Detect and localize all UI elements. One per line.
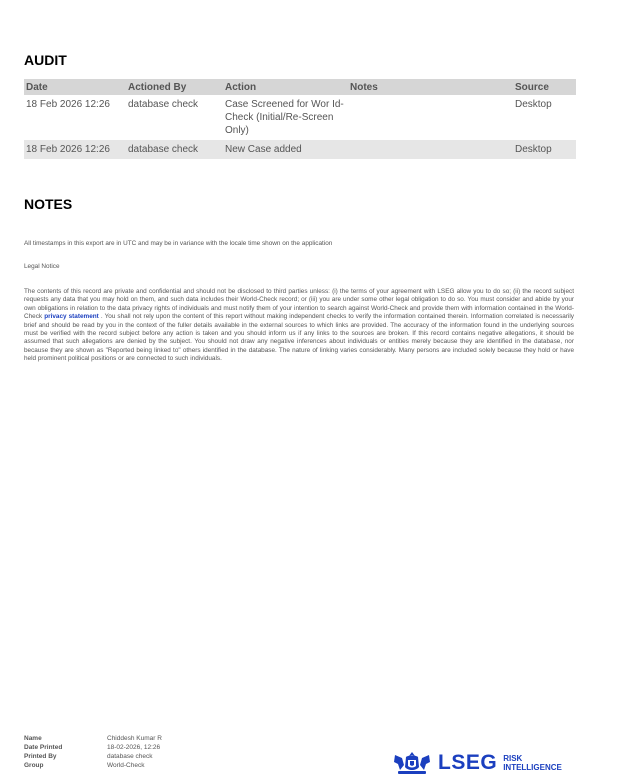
row-actioned-by: database check xyxy=(126,140,223,159)
column-notes: Notes xyxy=(348,79,513,95)
row-action: New Case added xyxy=(223,140,348,159)
legal-notice-heading: Legal Notice xyxy=(24,263,60,270)
column-source: Source xyxy=(513,79,576,95)
risk-intelligence-tagline xyxy=(503,754,562,772)
legal-notice-text xyxy=(24,288,574,364)
notes-title: NOTES xyxy=(24,196,73,212)
print-metadata xyxy=(24,734,162,770)
group-value: World-Check xyxy=(107,762,145,769)
row-source: Desktop xyxy=(515,99,552,110)
row-source: Desktop xyxy=(513,140,576,159)
row-date: 18 Feb 2026 12:26 xyxy=(26,99,110,110)
column-actioned-by: Actioned By xyxy=(126,79,223,95)
audit-title: AUDIT xyxy=(24,52,67,68)
printed-by-label: Printed By xyxy=(24,753,57,760)
legal-text-part-1: The contents of this record are private and confidential and should not be disclosed to third parties unless: (i) the terms of your agreement with LSEG allow you to do so; (ii) the record subject requests any data that you may hold on them, and such data includes their World-Check record; or (iii) you are under some other legal obligation to do so. You must consider and abide by your own obligations in relation to the data privacy rights of individuals and must notify them of your intention to search against World-Check and provide them with information contained in the World-Check xyxy=(24,288,574,321)
date-printed-label: Date Printed xyxy=(24,744,63,751)
row-notes xyxy=(348,95,513,140)
row-action: Case Screened for Wor Id-Check (Initial/Re-Screen Only) xyxy=(225,99,344,136)
name-value: Chiddesh Kumar R xyxy=(107,735,162,742)
privacy-statement-link[interactable]: privacy statement xyxy=(44,313,99,321)
lseg-wordmark: LSEG xyxy=(438,751,498,774)
row-notes xyxy=(348,140,513,159)
timestamp-note: All timestamps in this export are in UTC and may be in variance with the locale time shown on the application xyxy=(24,240,333,247)
lseg-logo xyxy=(392,750,562,776)
column-action: Action xyxy=(223,79,348,95)
table-row xyxy=(24,140,576,159)
tagline-line-1: RISK xyxy=(503,754,523,763)
legal-text-part-2: . You shall not rely upon the content of this report without making independent checks to verify the information contained therein. Information correlated is necessarily brief and should be read by you in the context of the fuller details available in the external sources to which links are provided. The accuracy of the information found in the underlying sources must be verified with the record subject before any action is taken and you should inform us if any links to the sources are broken. If this record contains negative allegations, it should be assumed that such allegations are denied by the subject. You should not draw any negative inferences about individuals or entities merely because they are identified in the database, nor because they are shown as "Reported being linked to" others identified in the database. The nature of linking varies considerably. Many persons are included solely because they hold or have held prominent political positions or are connected to such individuals. xyxy=(24,313,574,363)
audit-table-header xyxy=(24,79,576,95)
date-printed-value: 18-02-2026, 12:26 xyxy=(107,744,161,751)
lseg-crest-icon xyxy=(392,750,432,776)
group-label: Group xyxy=(24,762,44,769)
name-label: Name xyxy=(24,735,42,742)
audit-table xyxy=(24,79,576,159)
tagline-line-2: INTELLIGENCE xyxy=(503,763,562,772)
row-date: 18 Feb 2026 12:26 xyxy=(24,140,126,159)
table-row xyxy=(24,95,576,140)
row-actioned-by: database check xyxy=(128,99,199,110)
column-date: Date xyxy=(24,79,126,95)
printed-by-value: database check xyxy=(107,753,153,760)
